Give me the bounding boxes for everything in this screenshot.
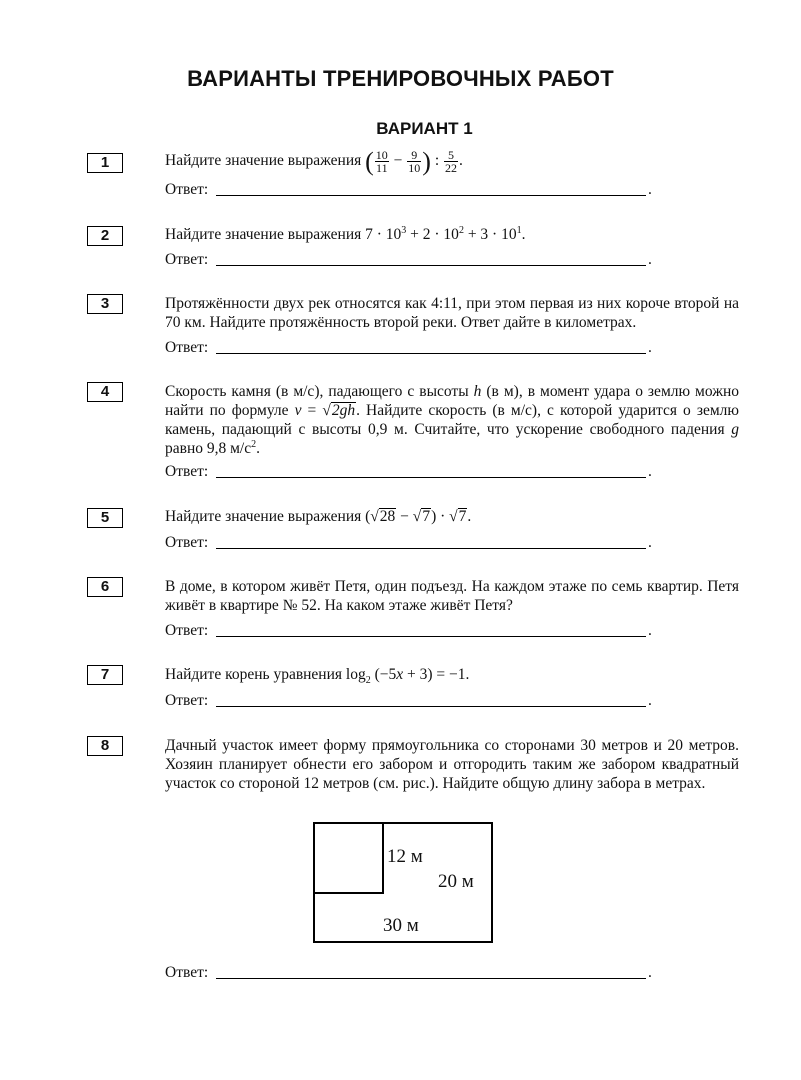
answer-field-1[interactable] xyxy=(165,181,665,199)
answer-label: Ответ: xyxy=(165,622,209,639)
answer-line[interactable] xyxy=(216,636,646,637)
answer-line[interactable] xyxy=(216,195,646,196)
sqrt-radicand: 7 xyxy=(422,508,431,525)
fraction-1-den: 11 xyxy=(376,161,388,175)
sqrt-radicand: 7 xyxy=(458,508,467,525)
answer-line[interactable] xyxy=(216,706,646,707)
task-text-6: В доме, в котором живёт Петя, один подъезд. На каждом этаже по семь квартир. Петя живёт в квартире № 52. На каком этаже живёт Петя? xyxy=(165,578,739,614)
sqrt-radicand: 28 xyxy=(379,508,396,525)
fraction-3-num: 5 xyxy=(444,149,458,162)
answer-field-6[interactable] xyxy=(165,622,665,640)
task-1-prefix: Найдите значение выражения xyxy=(165,152,362,170)
answer-field-2[interactable] xyxy=(165,251,665,269)
task-7-part: + 3) = −1. xyxy=(403,666,470,683)
task-text-5 xyxy=(165,507,739,526)
task-number-3: 3 xyxy=(87,294,123,314)
task-number-2: 2 xyxy=(87,226,123,246)
task-5-part: ) · xyxy=(431,508,450,525)
answer-field-4[interactable] xyxy=(165,463,665,481)
minus-sign: − xyxy=(393,152,403,170)
answer-dot: . xyxy=(648,251,652,268)
task-4-part: = xyxy=(301,402,323,419)
answer-line[interactable] xyxy=(216,548,646,549)
task-text-4 xyxy=(165,382,739,458)
plot-diagram xyxy=(313,822,493,943)
answer-label: Ответ: xyxy=(165,181,209,198)
task-7-part: (−5 xyxy=(370,666,397,683)
answer-line[interactable] xyxy=(216,353,646,354)
fraction-3 xyxy=(444,149,458,174)
answer-field-7[interactable] xyxy=(165,692,665,710)
fraction-3-den: 22 xyxy=(445,161,458,175)
task-number-4: 4 xyxy=(87,382,123,402)
task-number-8: 8 xyxy=(87,736,123,756)
var-x: x xyxy=(396,666,404,683)
task-4-part: (в м), в момент удара о землю можно найти по формуле xyxy=(165,383,739,419)
fraction-2 xyxy=(407,149,421,174)
fraction-2-num: 9 xyxy=(407,149,421,162)
paren-open: ( xyxy=(365,147,374,176)
task-number-1: 1 xyxy=(87,153,123,173)
task-number-7: 7 xyxy=(87,665,123,685)
task-4-part: . Найдите скорость (в м/с), с которой ударится о землю камень, падающий с высоты 0,9 м. Считайте, что ускорение свободного падения xyxy=(165,402,739,438)
label-12m: 12 м xyxy=(387,846,423,867)
answer-field-8[interactable] xyxy=(165,964,665,982)
task-1-end: . xyxy=(459,152,463,170)
task-4-part: равно 9,8 м/с xyxy=(165,440,252,457)
task-2-part: + 3 · 10 xyxy=(463,226,517,243)
task-4-end: . xyxy=(256,440,260,457)
answer-line[interactable] xyxy=(216,978,646,979)
exponent: 2 xyxy=(458,224,464,236)
answer-dot: . xyxy=(648,181,652,198)
task-number-5: 5 xyxy=(87,508,123,528)
answer-line[interactable] xyxy=(216,477,646,478)
var-v: v xyxy=(294,402,302,419)
page-title: ВАРИАНТЫ ТРЕНИРОВОЧНЫХ РАБОТ xyxy=(187,66,614,91)
task-5-end: . xyxy=(467,508,472,525)
sqrt-icon: √ xyxy=(412,508,422,525)
task-2-end: . xyxy=(521,226,526,243)
sqrt-radicand xyxy=(331,402,356,418)
label-20m: 20 м xyxy=(438,871,474,892)
var-g: g xyxy=(731,421,739,438)
task-text-8: Дачный участок имеет форму прямоугольника со сторонами 30 метров и 20 метров. Хозяин планирует обнести его забором и отгородить таким же забором квадратный участок со стороной 12 метров (см. рис.). Найдите общую длину забора в метрах. xyxy=(165,737,739,792)
answer-dot: . xyxy=(648,339,652,356)
exponent: 1 xyxy=(516,224,522,236)
answer-dot: . xyxy=(648,463,652,480)
answer-label: Ответ: xyxy=(165,692,209,709)
sqrt-icon: √ xyxy=(370,508,379,525)
answer-line[interactable] xyxy=(216,265,646,266)
fraction-1-num: 10 xyxy=(375,148,388,162)
task-text-2 xyxy=(165,225,739,244)
answer-dot: . xyxy=(648,622,652,639)
task-5-part: Найдите значение выражения ( xyxy=(165,508,371,525)
answer-dot: . xyxy=(648,692,652,709)
task-7-part: Найдите корень уравнения log xyxy=(165,666,366,683)
square-plot xyxy=(315,824,384,894)
answer-label: Ответ: xyxy=(165,534,209,551)
sqrt-icon: √ xyxy=(449,508,458,525)
answer-field-3[interactable] xyxy=(165,339,665,357)
radicand-text: 2gh xyxy=(331,402,356,419)
answer-field-5[interactable] xyxy=(165,534,665,552)
answer-label: Ответ: xyxy=(165,251,209,268)
label-30m: 30 м xyxy=(383,915,419,936)
answer-label: Ответ: xyxy=(165,463,209,480)
task-4-part: Скорость камня (в м/с), падающего с высоты xyxy=(165,383,474,400)
task-text-3: Протяжённости двух рек относятся как 4:11, при этом первая из них короче второй на 70 км. Найдите протяжённость второй реки. Ответ дайте в километрах. xyxy=(165,295,739,331)
task-2-part: Найдите значение выражения 7 · 10 xyxy=(165,226,402,243)
task-5-part: − xyxy=(396,508,413,525)
variant-heading: ВАРИАНТ 1 xyxy=(376,119,473,138)
division-sign: : xyxy=(434,152,440,170)
fraction-1 xyxy=(375,149,389,174)
task-2-part: + 2 · 10 xyxy=(406,226,459,243)
answer-dot: . xyxy=(648,964,652,981)
log-base: 2 xyxy=(365,675,371,687)
paren-close: ) xyxy=(422,147,431,176)
task-text-7 xyxy=(165,665,739,687)
var-h: h xyxy=(473,383,482,400)
task-text-1 xyxy=(165,149,739,174)
sqrt-icon: √ xyxy=(322,402,331,419)
answer-dot: . xyxy=(648,534,652,551)
task-number-6: 6 xyxy=(87,577,123,597)
answer-label: Ответ: xyxy=(165,964,209,981)
fraction-2-den: 10 xyxy=(408,161,421,175)
answer-label: Ответ: xyxy=(165,339,209,356)
exponent: 3 xyxy=(401,224,407,236)
exponent: 2 xyxy=(251,438,257,450)
